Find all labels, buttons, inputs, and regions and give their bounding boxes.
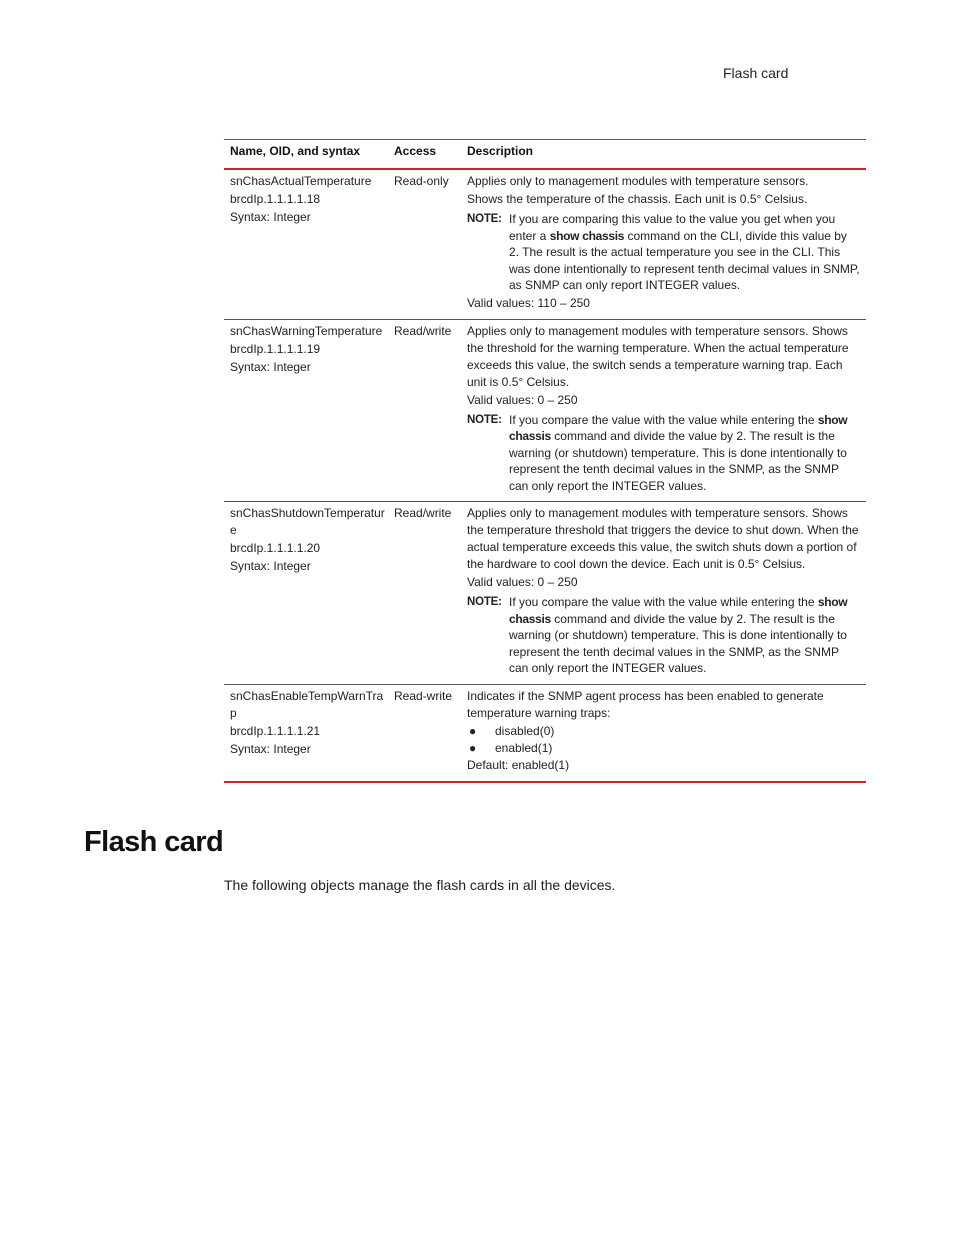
note-text [509,211,860,294]
note-text [509,412,860,495]
table-row [224,170,866,320]
object-syntax: Syntax: Integer [230,741,311,756]
note-label: NOTE: [467,596,502,608]
object-name: snChasShutdownTemperature [230,506,385,537]
column-header-access: Access [394,144,437,158]
column-header-description: Description [467,144,534,158]
mib-object-table [224,139,866,783]
access-cell [388,170,461,319]
table-header [224,140,866,170]
object-oid: brcdIp.1.1.1.1.20 [230,541,321,555]
cli-command: show chassis [509,595,848,626]
description-cell [461,170,866,319]
valid-values: Valid values: 0 – 250 [467,392,578,407]
object-oid: brcdIp.1.1.1.1.19 [230,341,321,356]
column-header-name: Name, OID, and syntax [230,144,361,158]
object-oid: brcdIp.1.1.1.1.18 [230,192,321,206]
object-name: snChasActualTemperature [230,174,372,188]
access-cell [388,685,461,781]
cli-command: show chassis [509,412,848,443]
table-row [224,685,866,781]
description-cell [461,502,866,684]
note-text-part: command on the CLI, divide this value by 2. The result is the actual temperature you see in the CLI. This was done intentionally to represent tenth decimal values in SNMP, as SNMP can only report INTEGER values. [509,228,860,292]
access-value: Read/write [394,323,452,338]
valid-values: Valid values: 110 – 250 [467,295,590,310]
object-syntax: Syntax: Integer [230,359,311,374]
section-intro: The following objects manage the flash cards in all the devices. [224,877,616,893]
valid-values: Valid values: 0 – 250 [467,575,578,589]
description-text: Applies only to management modules with temperature sensors. Shows the temperature threshold that triggers the device to shut down. When the actual temperature exceeds this value, the switch shuts down a portion of the hardware to cool down the device. Each unit is 0.5° Celsius. [467,506,859,571]
note-block [467,211,860,294]
bullet-icon: ● [469,740,477,755]
bullet-icon: ● [469,723,477,738]
description-text: Shows the temperature of the chassis. Each unit is 0.5° Celsius. [467,192,808,206]
object-name-cell [224,170,388,319]
access-value: Read-write [394,688,453,703]
object-name: snChasWarningTemperature [230,323,383,338]
object-syntax: Syntax: Integer [230,210,311,224]
access-value: Read-only [394,174,449,188]
running-header: Flash card [723,65,789,81]
description-cell [461,320,866,502]
note-block [467,594,860,677]
note-label: NOTE: [467,413,502,426]
object-oid: brcdIp.1.1.1.1.21 [230,723,321,738]
list-item-text: disabled(0) [495,723,555,738]
note-block [467,412,860,495]
note-text-part: If you are comparing this value to the value you get when you enter a [509,212,836,243]
table-row [224,320,866,503]
note-label: NOTE: [467,213,502,225]
access-cell [388,502,461,684]
note-text [509,594,860,677]
access-cell [388,320,461,502]
note-text-part: If you compare the value with the value while entering the [509,412,818,427]
object-name-cell [224,320,388,502]
section-title: Flash card [84,826,224,858]
description-cell [461,685,866,781]
note-text-part: command and divide the value by 2. The result is the warning (or shutdown) temperature. This is done intentionally to represent the tenth decimal values in the SNMP, as the SNMP can only report the INTEGER values. [509,429,847,493]
object-syntax: Syntax: Integer [230,559,311,573]
list-item [467,723,860,740]
description-text: Applies only to management modules with temperature sensors. Shows the threshold for the warning temperature. When the actual temperature exceeds this value, the switch sends a temperature warning trap. Each unit is 0.5° Celsius. [467,323,849,389]
list-item-text: enabled(1) [495,740,553,755]
description-text: Applies only to management modules with temperature sensors. [467,174,809,188]
note-text-part: command and divide the value by 2. The result is the warning (or shutdown) temperature. This is done intentionally to represent the tenth decimal values in the SNMP, as the SNMP can only report the INTEGER values. [509,611,847,675]
access-value: Read/write [394,506,452,520]
object-name-cell [224,685,388,781]
description-text: Indicates if the SNMP agent process has been enabled to generate temperature warning traps: [467,688,824,720]
default-value: Default: enabled(1) [467,757,570,772]
cli-command: show chassis [549,228,625,243]
note-text-part: If you compare the value with the value while entering the [509,595,818,609]
object-name: snChasEnableTempWarnTrap [230,688,384,720]
table-row [224,502,866,685]
object-name-cell [224,502,388,684]
list-item [467,740,860,757]
